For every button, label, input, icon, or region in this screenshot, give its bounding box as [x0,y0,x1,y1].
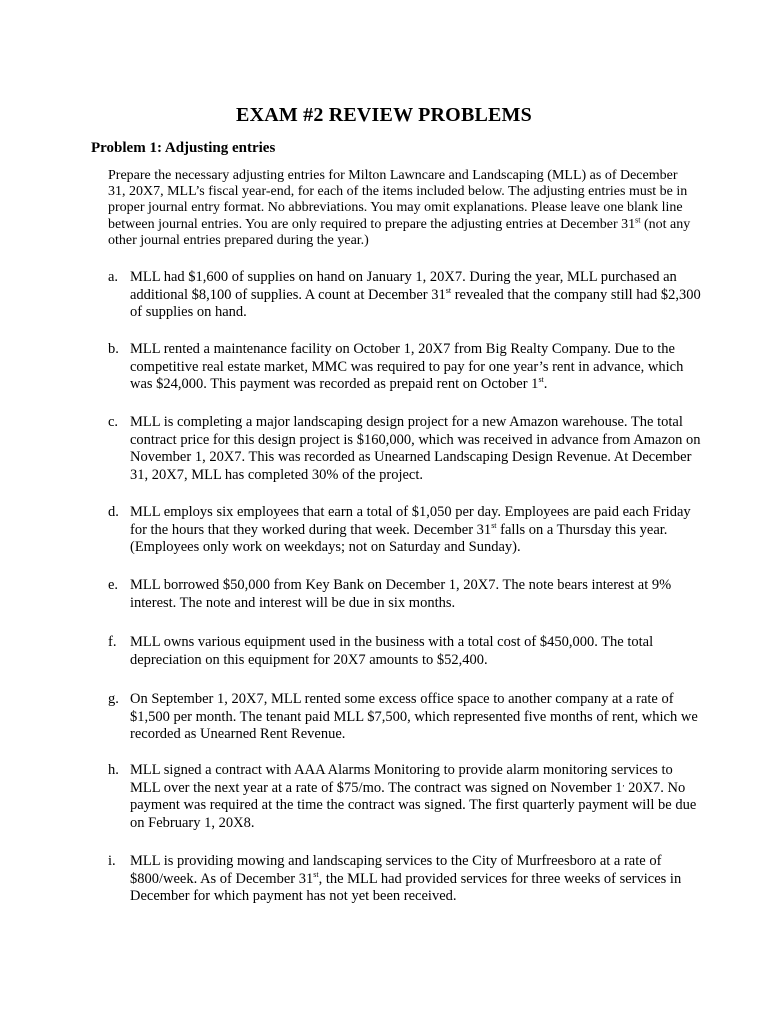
item-text [130,853,704,906]
item-superscript: st [445,285,452,295]
item-letter: c. [108,414,119,430]
item-text-part: MLL had $1,600 of supplies on hand on January 1, 20X7. During the year, MLL purchased an additional $8,100 of supplies. A count at December 31 [130,269,677,303]
page-title: EXAM #2 REVIEW PROBLEMS [236,104,532,126]
item-text-part: MLL rented a maintenance facility on October 1, 20X7 from Big Realty Company. Due to the competitive real estate market, MMC was required to pay for one year’s rent in advance, which was $24,000. This payment was recorded as prepaid rent on October 1 [130,341,684,393]
item-text-part: MLL signed a contract with AAA Alarms Monitoring to provide alarm monitoring services to MLL over the next year at a rate of $75/mo. The contract was signed on November 1 [130,762,673,796]
list-item [108,762,704,832]
item-letter: a. [108,269,119,285]
list-item [108,634,704,669]
instructions-text-continued: (not any other journal entries prepared during the year.) [108,216,691,248]
item-text-part: , the MLL had provided services for three weeks of services in December for which payment has not yet been received. [130,870,682,905]
item-letter: h. [108,762,119,778]
item-letter: b. [108,341,119,357]
list-item [108,504,704,557]
item-text [130,762,704,832]
item-text [130,577,704,612]
item-text [130,414,704,484]
instructions-superscript: st [635,214,641,224]
item-text-part: revealed that the company still had $2,300 of supplies on hand. [130,286,701,321]
list-item [108,341,704,394]
item-text-part: 20X7. No payment was required at the time the contract was signed. The first quarterly payment will be due on February 1, 20X8. [130,779,697,831]
instructions-text: Prepare the necessary adjusting entries for Milton Lawncare and Landscaping (MLL) as of December 31, 20X7, MLL’s fiscal year-end, for each of the items included below. The adjusting entries must be in proper journal entry format. No abbreviations. You may omit explanations. Please leave one blank line between journal entries. You are only required to prepare the adjusting entries at December 31 [108,168,688,232]
item-letter: d. [108,504,119,520]
list-item [108,853,704,906]
item-text [130,634,704,669]
item-text-part: MLL borrowed $50,000 from Key Bank on December 1, 20X7. The note bears interest at 9% interest. The note and interest will be due in six months. [130,577,672,611]
item-letter: e. [108,577,119,593]
list-item [108,269,704,322]
item-letter: i. [108,853,116,869]
item-letter: f. [108,634,117,650]
item-text-part: falls on a Thursday this year. (Employees only work on weekdays; not on Saturday and Sunday). [130,521,668,556]
problem-heading: Problem 1: Adjusting entries [91,140,276,156]
list-item [108,691,704,744]
item-text-part: MLL is providing mowing and landscaping services to the City of Murfreesboro at a rate of $800/week. As of December 31 [130,853,662,887]
item-superscript: st [538,375,544,385]
item-text-part: MLL owns various equipment used in the business with a total cost of $450,000. The total depreciation on this equipment for 20X7 amounts to $52,400. [130,634,654,668]
item-text-part: MLL employs six employees that earn a total of $1,050 per day. Employees are paid each Friday for the hours that they worked during that week. December 31 [130,504,691,538]
item-text-part: . [543,376,548,393]
item-text [130,504,704,557]
item-text [130,691,704,744]
list-item [108,414,704,484]
item-superscript: st [491,520,497,530]
item-text-part: MLL is completing a major landscaping design project for a new Amazon warehouse. The total contract price for this design project is $160,000, which was received in advance from Amazon on November 1, 20X7. This was recorded as Unearned Landscaping Design Revenue. At December 31, 20X7, MLL has completed 30% of the project. [130,414,701,483]
item-text-part: On September 1, 20X7, MLL rented some excess office space to another company at a rate of $1,500 per month. The tenant paid MLL $7,500, which represented five months of rent, which we recorded as Unearned Rent Revenue. [130,691,698,743]
item-superscript: , [622,778,625,788]
item-text [130,269,704,322]
item-letter: g. [108,691,119,707]
instructions-paragraph [108,168,696,249]
list-item [108,577,704,612]
item-text [130,341,704,394]
item-superscript: st [313,869,319,879]
